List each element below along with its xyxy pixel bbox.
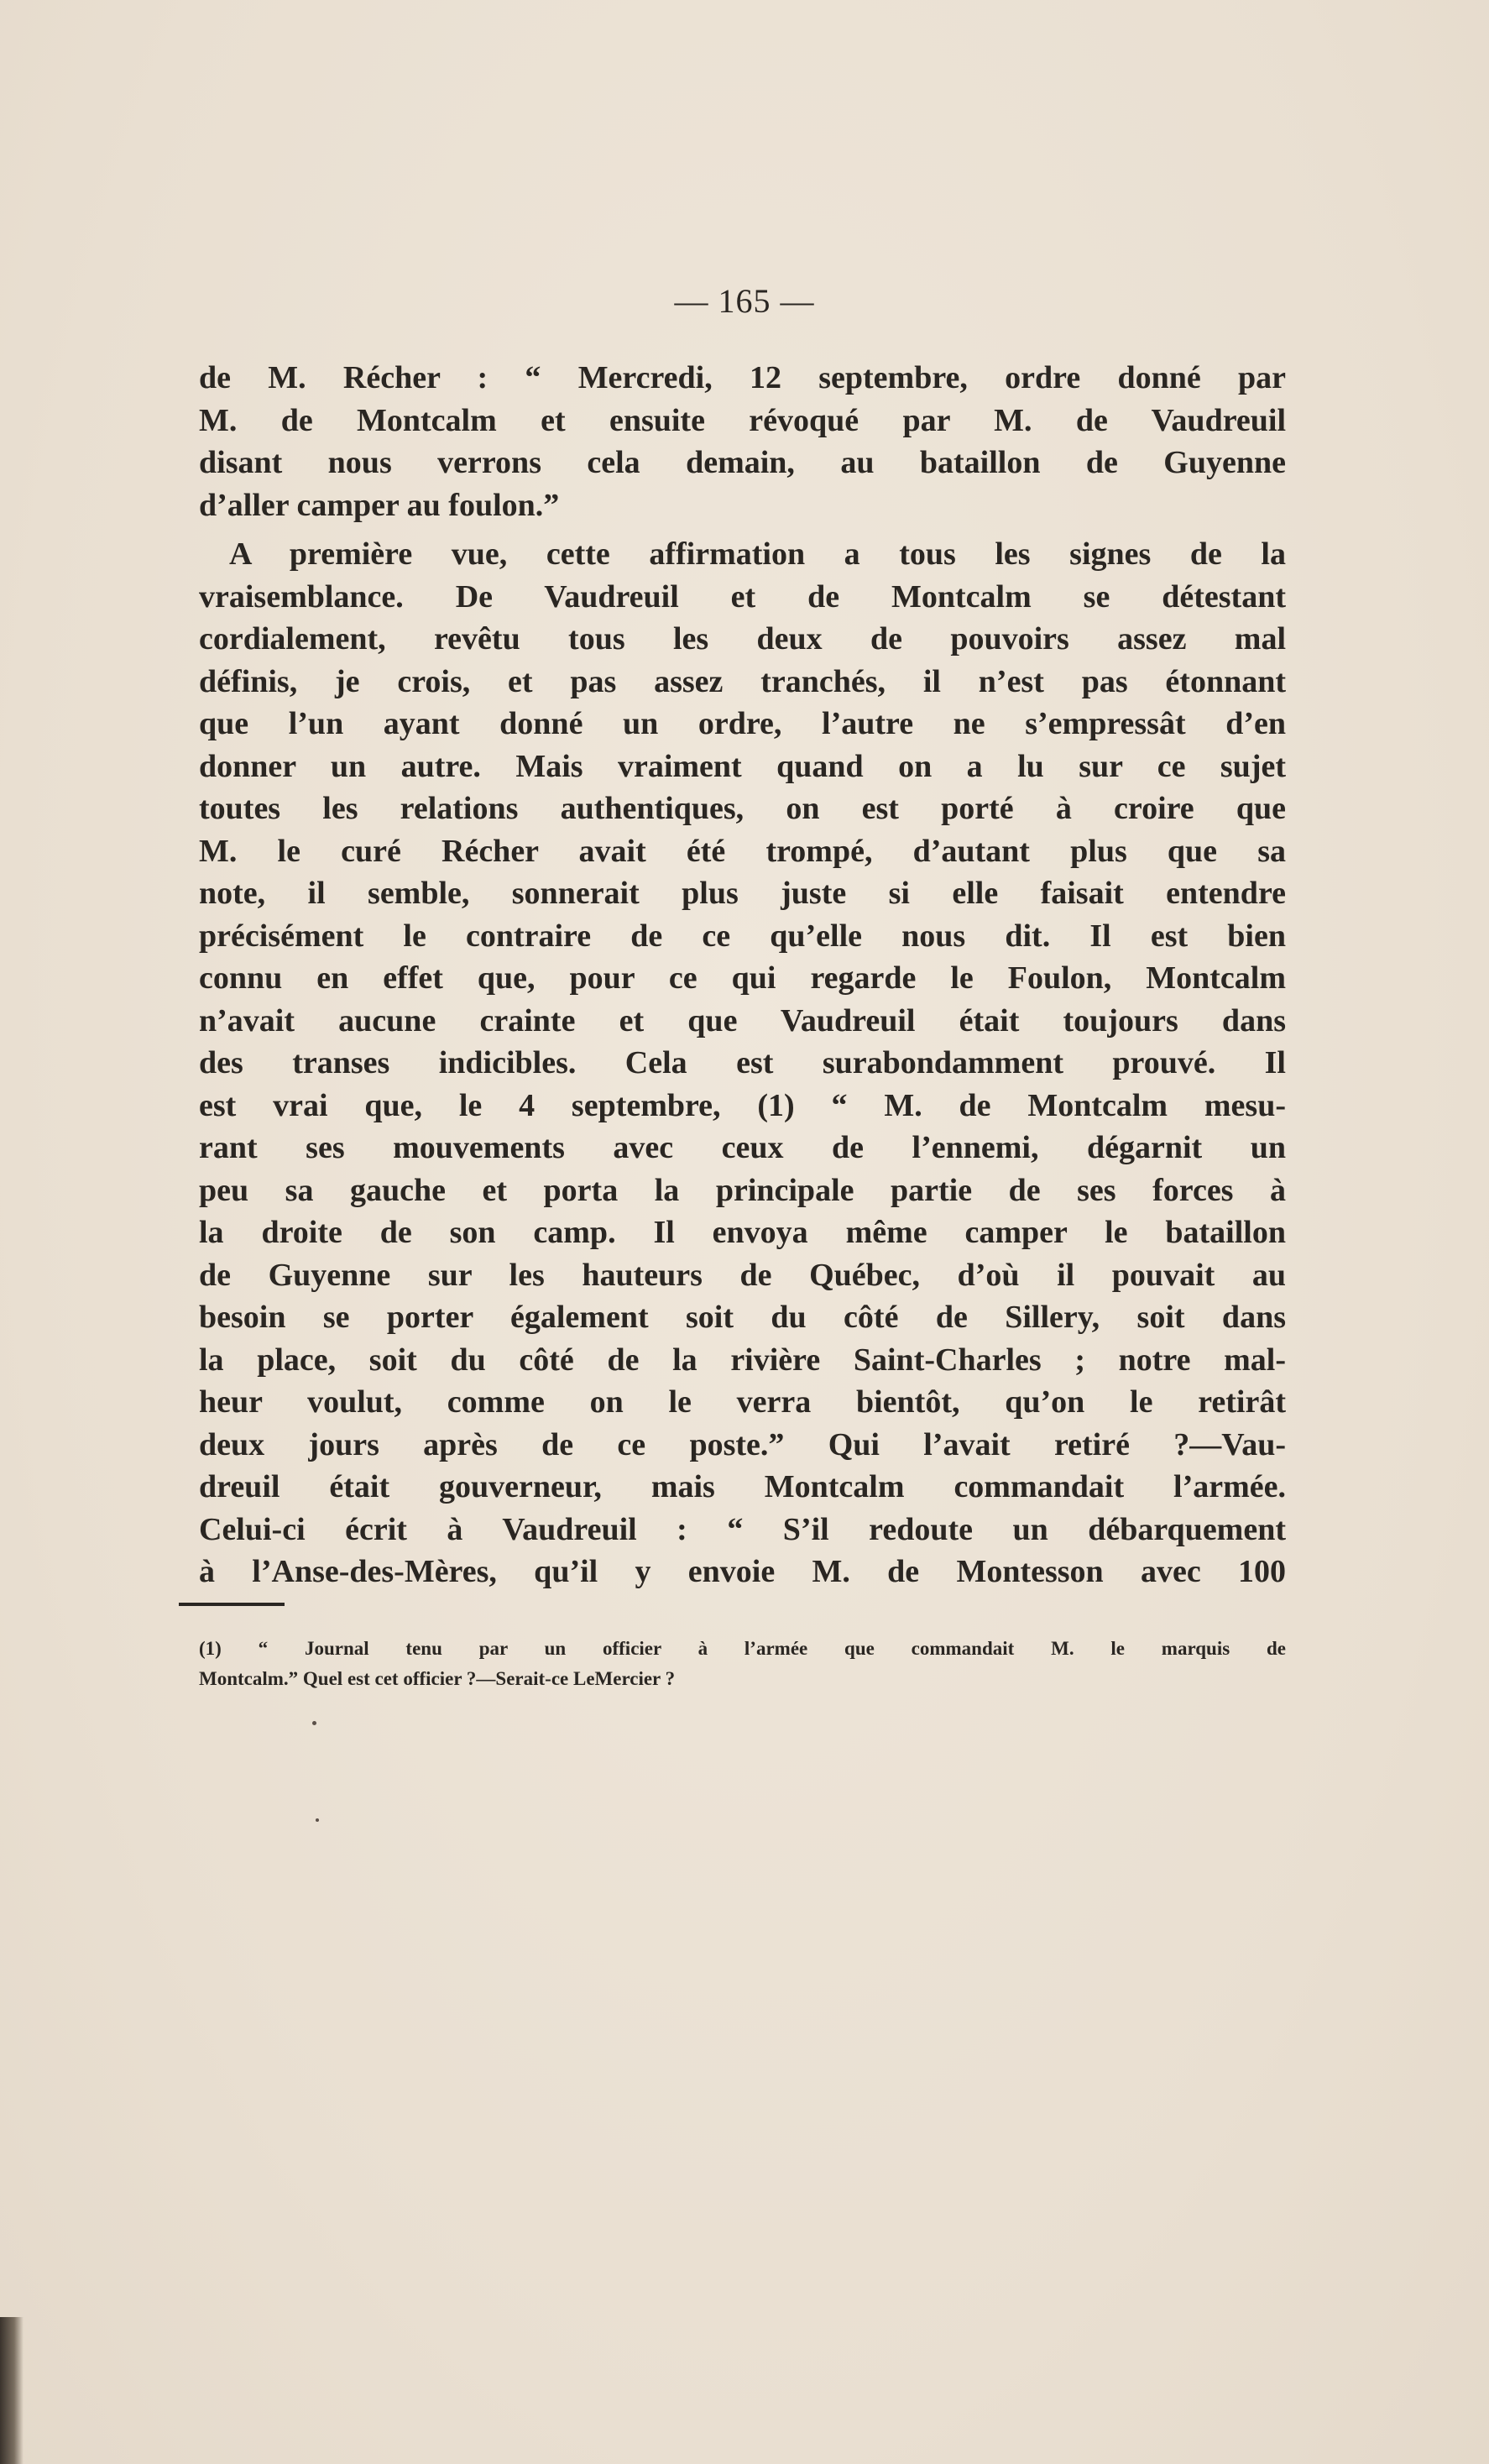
text-line: précisément le contraire de ce qu’elle nous dit. Il est bien xyxy=(199,918,1286,954)
text-line: M. de Montcalm et ensuite révoqué par M. de Vaudreuil xyxy=(199,402,1286,438)
text-line: que l’un ayant donné un ordre, l’autre ne s’empressât d’en xyxy=(199,706,1286,741)
footnote-divider xyxy=(179,1603,285,1606)
text-line: définis, je crois, et pas assez tranchés, il n’est pas étonnant xyxy=(199,663,1286,699)
text-line: connu en effet que, pour ce qui regarde le Foulon, Montcalm xyxy=(199,960,1286,996)
text-line: la droite de son camp. Il envoya même camper le bataillon xyxy=(199,1215,1286,1250)
text-line: vraisemblance. De Vaudreuil et de Montcalm se détestant xyxy=(199,578,1286,615)
text-line: donner un autre. Mais vraiment quand on a lu sur ce sujet xyxy=(199,748,1286,784)
text-line: note, il semble, sonnerait plus juste si elle faisait entendre xyxy=(199,876,1286,911)
footnote-line: Montcalm.” Quel est cet officier ?—Serait-ce LeMercier ? xyxy=(199,1668,676,1689)
text-line: Celui-ci écrit à Vaudreuil : “ S’il redoute un débarquement xyxy=(199,1511,1286,1547)
text-line: peu sa gauche et porta la principale partie de ses forces à xyxy=(199,1172,1286,1208)
text-line: la place, soit du côté de la rivière Saint-Charles ; notre mal- xyxy=(199,1342,1286,1378)
text-line: de Guyenne sur les hauteurs de Québec, d’où il pouvait au xyxy=(199,1257,1286,1293)
text-line: disant nous verrons cela demain, au bataillon de Guyenne xyxy=(199,445,1286,480)
text-line: heur voulut, comme on le verra bientôt, qu’on le retirât xyxy=(199,1384,1286,1420)
footnote xyxy=(199,1634,1286,1694)
text-line: n’avait aucune crainte et que Vaudreuil était toujours dans xyxy=(199,1002,1286,1038)
text-line: A première vue, cette affirmation a tous les signes de la xyxy=(229,536,1286,572)
text-line: à l’Anse-des-Mères, qu’il y envoie M. de Montesson avec 100 xyxy=(199,1554,1286,1589)
paper-speck xyxy=(312,1721,316,1725)
text-line: M. le curé Récher avait été trompé, d’autant plus que sa xyxy=(199,833,1286,869)
text-line: deux jours après de ce poste.” Qui l’avait retiré ?—Vau- xyxy=(199,1426,1286,1462)
footnote-line: (1) “ Journal tenu par un officier à l’armée que commandait M. le marquis de xyxy=(199,1638,1286,1659)
text-line: besoin se porter également soit du côté de Sillery, soit dans xyxy=(199,1300,1286,1335)
text-line: est vrai que, le 4 septembre, (1) “ M. de Montcalm mesu- xyxy=(199,1087,1286,1123)
text-line: cordialement, revêtu tous les deux de pouvoirs assez mal xyxy=(199,621,1286,657)
text-line: d’aller camper au foulon.” xyxy=(199,487,560,523)
paragraph-2 xyxy=(199,533,1286,1593)
text-line: des transes indicibles. Cela est surabondamment prouvé. Il xyxy=(199,1045,1286,1080)
page-number: — 165 — xyxy=(674,282,815,320)
paragraph-1 xyxy=(199,357,1286,526)
text-line: de M. Récher : “ Mercredi, 12 septembre, ordre donné par xyxy=(199,360,1286,395)
binding-edge xyxy=(0,2317,24,2464)
text-line: rant ses mouvements avec ceux de l’ennemi, dégarnit un xyxy=(199,1130,1286,1165)
paper-speck xyxy=(316,1818,319,1822)
text-line: toutes les relations authentiques, on est porté à croire que xyxy=(199,791,1286,826)
text-line: dreuil était gouverneur, mais Montcalm commandait l’armée. xyxy=(199,1469,1286,1504)
